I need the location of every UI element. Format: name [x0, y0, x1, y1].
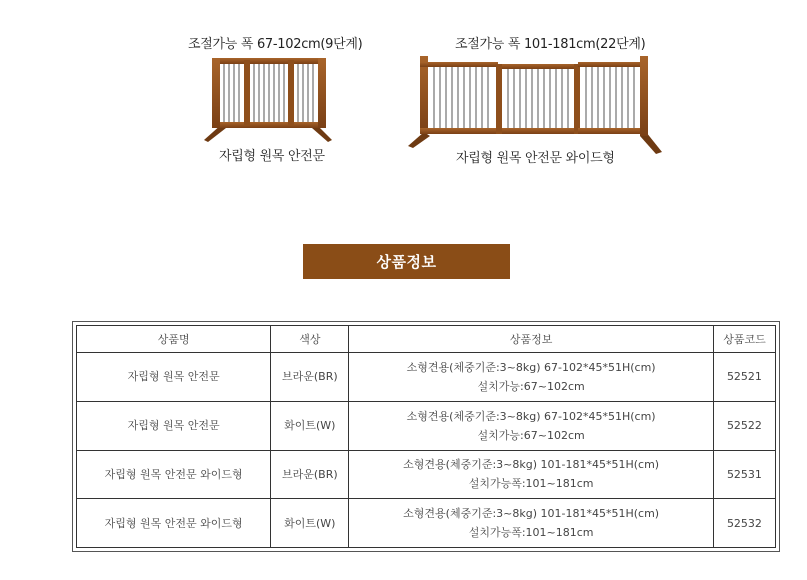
- cell-color: 브라운(BR): [271, 353, 349, 402]
- cell-color: 화이트(W): [271, 401, 349, 450]
- cell-product-info-line-2: 설치가능:67~102cm: [477, 428, 585, 442]
- cell-product-code: 52522: [713, 401, 775, 450]
- cell-product-info-line-2: 설치가능폭:101~181cm: [468, 526, 594, 540]
- product-info-banner: 상품정보: [303, 244, 510, 279]
- cell-product-info-line-2: 설치가능:67~102cm: [477, 379, 585, 393]
- product-info-table: [76, 325, 776, 548]
- cell-product-code: 52532: [713, 499, 775, 548]
- cell-product-info: [349, 499, 714, 548]
- product-1-width-caption: 조절가능 폭 67-102cm(9단계): [188, 37, 363, 52]
- header-product-code: 상품코드: [713, 326, 775, 353]
- product-2-name-caption: 자립형 원목 안전문 와이드형: [456, 151, 615, 166]
- small-wooden-gate-image: [204, 54, 334, 144]
- cell-product-code: 52531: [713, 450, 775, 499]
- table-row: [77, 401, 776, 450]
- header-product-info: 상품정보: [349, 326, 714, 353]
- cell-color: 화이트(W): [271, 499, 349, 548]
- product-1-name-caption: 자립형 원목 안전문: [219, 149, 325, 164]
- cell-product-info-line-1: 소형견용(체중기준:3~8kg) 101-181*45*51H(cm): [403, 507, 660, 521]
- cell-product-info-line-1: 소형견용(체중기준:3~8kg) 67-102*45*51H(cm): [406, 360, 656, 374]
- cell-product-info-line-1: 소형견용(체중기준:3~8kg) 101-181*45*51H(cm): [403, 458, 660, 472]
- cell-product-info: [349, 401, 714, 450]
- table-header-row: [77, 326, 776, 353]
- cell-product-name: 자립형 원목 안전문: [77, 353, 271, 402]
- cell-color: 브라운(BR): [271, 450, 349, 499]
- product-2-width-caption: 조절가능 폭 101-181cm(22단계): [455, 37, 646, 52]
- cell-product-name: 자립형 원목 안전문 와이드형: [77, 499, 271, 548]
- table-row: [77, 450, 776, 499]
- table-row: [77, 353, 776, 402]
- cell-product-info-line-1: 소형견용(체중기준:3~8kg) 67-102*45*51H(cm): [406, 409, 656, 423]
- cell-product-code: 52521: [713, 353, 775, 402]
- cell-product-info-line-2: 설치가능폭:101~181cm: [468, 477, 594, 491]
- table-row: [77, 499, 776, 548]
- product-info-table-frame: [72, 321, 780, 552]
- cell-product-name: 자립형 원목 안전문 와이드형: [77, 450, 271, 499]
- cell-product-name: 자립형 원목 안전문: [77, 401, 271, 450]
- wide-wooden-gate-image: [408, 52, 664, 156]
- header-product-name: 상품명: [77, 326, 271, 353]
- cell-product-info: [349, 353, 714, 402]
- header-color: 색상: [271, 326, 349, 353]
- cell-product-info: [349, 450, 714, 499]
